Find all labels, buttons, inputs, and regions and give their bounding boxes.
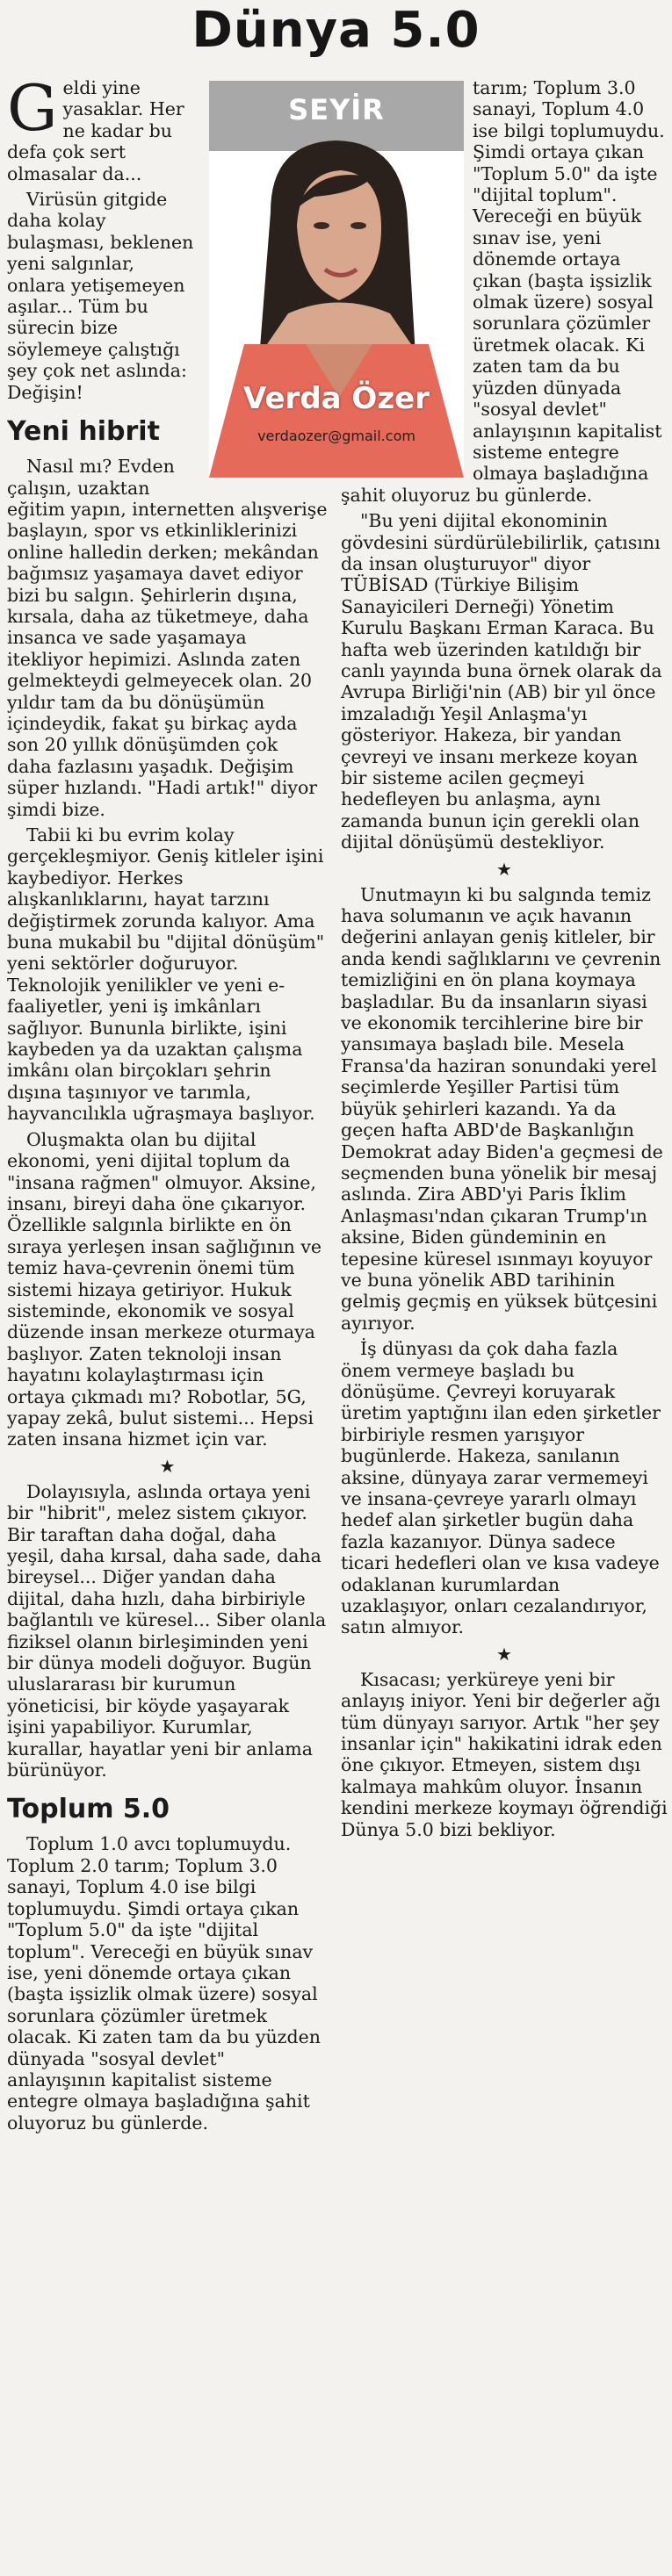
photo-wrap-spacer [196,77,328,479]
paragraph: Toplum 1.0 avcı toplumuydu. Toplum 2.0 tarım; Toplum 3.0 sanayi, Toplum 4.0 ise bilgi toplumuydu. Şimdi ortaya çıkan "Toplum 5.0" da işte "dijital toplum". Vereceği en büyük sınav ise, yeni dönemde ortaya çıkan (başta işsizlik olmak üzere) sosyal sorunlara çözümler üretmek olacak. Ki zaten tam da bu yüzden dünyada "sosyal devlet" anlayışının kapitalist sisteme entegre olmaya başladığına şahit oluyoruz bu günlerde. [7,1833,321,2133]
paragraph: İş dünyası da çok daha fazla önem vermeye başladı bu dönüşüme. Çevreyi koruyarak üretim yaptığını ilan eden şirketler birbiriyle resmen yarışıyor bugünlerde. Hakeza, sanılanın aksine, dünyaya zarar vermemeyi ve insana-çevreye yararlı olmayı hedef alan şirketler bugün daha fazla kazanıyor. Dünya sadece ticari hedefleri olan ve kısa vadeye odaklanan kurumlardan uzaklaşıyor, onları cezalandırıyor, satın almıyor. [341,1338,661,1638]
page-title: Dünya 5.0 [191,2,481,59]
photo-wrap-spacer [341,77,473,479]
paragraph: "Bu yeni dijital ekonominin gövdesini sürdürülebilirlik, çatısını da insan oluşturuyor" diyor TÜBİSAD (Türkiye Bilişim Sanayicileri Derneği) Yönetim Kurulu Başkanı Erman Karaca. Bu hafta web üzerinden katıldığı bir canlı yayında buna örnek olarak da Avrupa Birliği'nin (AB) bir yıl önce imzaladığı Yeşil Anlaşma'yı gösteriyor. Hakeza, bir yandan çevreyi ve insanı merkeze koyan bir sisteme acilen geçmeyi hedefleyen bu anlaşma, aynı zamanda bunun için gerekli olan dijital dönüşümü destekliyor. [341,510,662,853]
column-label: SEYİR [288,93,385,126]
section-separator-star: ★ [159,1455,176,1477]
paragraph: Unutmayın ki bu salgında temiz hava solumanın ve açık havanın değerini anlayan geniş kitleler, bir anda kendi sağlıklarını ve çevrenin temizliğini en ön plana koymaya başladılar. Bu da insanların siyasi ve ekonomik tercihlerine bire bir yansımaya başladı bile. Mesela Fransa'da haziran sonundaki yerel seçimlerde Yeşiller Partisi tüm büyük şehirleri kazandı. Ya da geçen hafta ABD'de Başkanlığın Demokrat aday Biden'a geçmesi de seçmenden buna yönelik bir mesaj aslında. Zira ABD'yi Paris İklim Anlaşması'ndan çıkaran Trump'ın aksine, Biden gündeminin en tepesine küresel ısınmayı koyuyor ve buna yönelik ABD tarihinin gelmiş geçmiş en yüksek bütçesini ayırıyor. [341,883,663,1334]
author-name: Verda Özer [243,381,430,416]
article-column-2 [341,77,668,1845]
article-column-1 [7,71,328,2133]
paragraph: Kısacası; yerküreye yeni bir anlayış iniyor. Yeni bir değerler ağı tüm dünyayı sarıyor. Artık "her şey insanlar için" hakikatini idrak eden öne çıkıyor. Etmeyen, sistem dışı kalmaya mahkûm oluyor. İnsanın kendini merkeze koymayı öğrendiği Dünya 5.0 bizi bekliyor. [341,1668,668,1840]
drop-cap: G [7,71,58,145]
author-email: verdaozer@gmail.com [257,428,415,444]
subheading: Yeni hibrit [7,416,160,448]
subheading: Toplum 5.0 [7,1794,170,1825]
paragraph-continued: tarım; Toplum 3.0 sanayi, Toplum 4.0 ise bilgi toplumuydu. Şimdi ortaya çıkan "Toplum 5.0" da işte "dijital toplum". Vereceği en büyük sınav ise, yeni dönemde ortaya çıkan (başta işsizlik olmak üzere) sosyal sorunlara çözümler üretmek olacak. Ki zaten tam da bu yüzden dünyada "sosyal devlet" anlayışının kapitalist sisteme entegre olmaya başladığına şahit oluyoruz bu günlerde. [341,77,665,506]
section-separator-star: ★ [496,1643,512,1665]
paragraph: Oluşmakta olan bu dijital ekonomi, yeni dijital toplum da "insana rağmen" olmuyor. Aksine, insanı, bireyi daha öne çıkarıyor. Özellikle salgınla birlikte en ön sıraya yerleşen insan sağlığının ve temiz hava-çevrenin önemi tüm sistemi hizaya getiriyor. Hukuk sisteminde, ekonomik ve sosyal düzende insan merkeze oturmaya başlıyor. Zaten teknoloji insan hayatını kolaylaştırması için ortaya çıkmadı mı? Robotlar, 5G, yapay zekâ, bulut sistemi... Hepsi zaten insana hizmet için var. [7,1128,322,1450]
paragraph: Nasıl mı? Evden çalışın, uzaktan eğitim yapın, internetten alışverişe başlayın, spor vs etkinliklerinizi online halledin derken; mekândan bağımsız yaşamaya davet ediyor bizi bu salgın. Şehirlerin dışına, kırsala, daha az tüketmeye, daha insanca ve sade yaşamaya itekliyor hepimizi. Aslında zaten gelmekteydi gelmeyecek olan. 20 yıldır tam da bu dönüşümün içindeydik, fakat şu birkaç ayda son 20 yıllık dönüşümden çok daha fazlasını yaşadık. Değişim süper hızlandı. "Hadi artık!" diyor şimdi bize. [7,456,328,820]
paragraph: Tabii ki bu evrim kolay gerçekleşmiyor. Geniş kitleler işini kaybediyor. Herkes alışkanlıklarını, hayat tarzını değiştirmek zorunda kalıyor. Ama buna mukabil bu "dijital dönüşüm" yeni sektörler doğuruyor. Teknolojik yenilikler ve yeni e-faaliyetler, yeni iş imkânları sağlıyor. Bununla birlikte, işini kaybeden ya da uzaktan çalışma imkânı olan birçokları şehrin dışına taşınıyor ve tarımla, hayvancılıkla uğraşmaya başlıyor. [7,824,325,1125]
paragraph: Virüsün gitgide daha kolay bulaşması, beklenen yeni salgınlar, onlara yetişemeyen aşılar... Tüm bu sürecin bize söylemeye çalıştığı şey çok net aslında: Değişin! [7,189,194,403]
paragraph: Dolayısıyla, aslında ortaya yeni bir "hibrit", melez sistem çıkıyor. Bir taraftan daha doğal, daha yeşil, daha kırsal, daha sade, daha bireysel... Diğer yandan daha dijital, daha hızlı, daha birbiriyle bağlantılı ve küresel... Siber olanla fiziksel olanın birleşiminden yeni bir dünya modeli doğuyor. Bugün uluslararası bir kurumun yöneticisi, bir köyde yaşayarak işini yapabiliyor. Kurumlar, kurallar, hayatlar yeni bir anlama bürünüyor. [7,1480,327,1781]
intro-text: eldi yine yasaklar. Her ne kadar bu defa çok sert olmasalar da... [7,77,184,184]
section-separator-star: ★ [496,858,512,880]
